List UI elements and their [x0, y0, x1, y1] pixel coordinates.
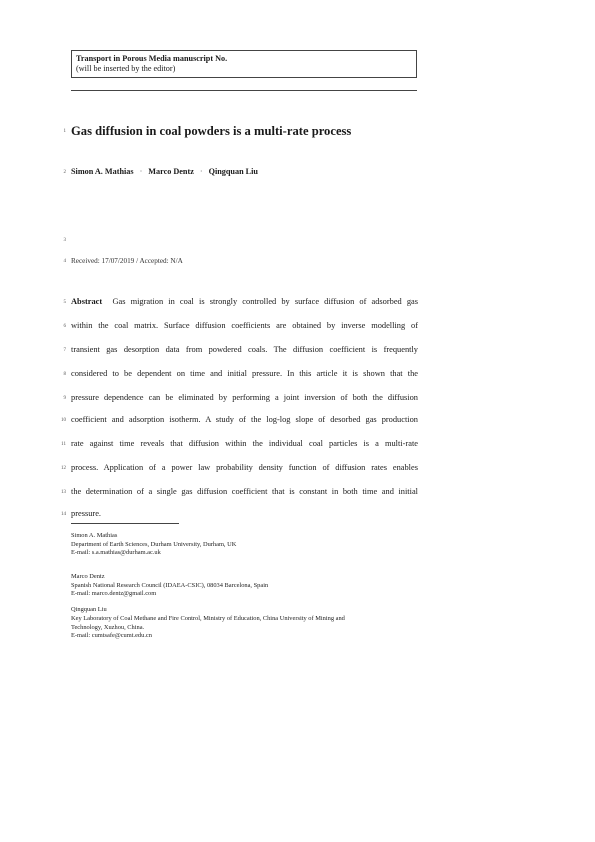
line-number: 11: [61, 442, 66, 447]
journal-note: (will be inserted by the editor): [76, 64, 176, 73]
affiliation-line: Spanish National Research Council (IDAEA-CSIC), 08034 Barcelona, Spain: [71, 582, 269, 589]
line-number: 13: [61, 490, 66, 495]
author-name: Qingquan Liu: [208, 167, 258, 176]
abstract-line: transient gas desorption data from powdered coals. The diffusion coefficient is frequently: [71, 345, 418, 354]
abstract-line: process. Application of a power law probability density function of diffusion rates enables: [71, 463, 418, 472]
line-number: 8: [63, 372, 66, 377]
line-number: 1: [63, 129, 66, 134]
abstract-line: the determination of a single gas diffusion coefficient that is constant in both time and initial: [71, 487, 418, 496]
line-number: 2: [63, 170, 66, 175]
author-separator: ·: [139, 167, 143, 176]
line-number: 6: [63, 324, 66, 329]
author-list: [71, 167, 258, 176]
header-rule: [71, 90, 417, 91]
affiliation-email: E-mail: s.a.mathias@durham.ac.uk: [71, 549, 161, 556]
affiliation-email: E-mail: cumtsafe@cumt.edu.cn: [71, 632, 152, 639]
abstract-line: pressure.: [71, 509, 101, 518]
affiliation-name: Marco Dentz: [71, 573, 105, 580]
abstract-text: Gas migration in coal is strongly controlled by surface diffusion of adsorbed gas: [112, 297, 419, 306]
line-number: 10: [61, 418, 66, 423]
abstract-line: within the coal matrix. Surface diffusion coefficients are obtained by inverse modelling of: [71, 321, 418, 330]
author-separator: ·: [199, 167, 203, 176]
author-name: Marco Dentz: [148, 167, 194, 176]
line-number: 14: [61, 512, 66, 517]
journal-name: Transport in Porous Media manuscript No.: [76, 54, 228, 63]
abstract-line: rate against time reveals that diffusion within the individual coal particles is a multi-rate: [71, 439, 418, 448]
affiliation-line: Department of Earth Sciences, Durham University, Durham, UK: [71, 541, 237, 548]
received-date: Received: 17/07/2019 / Accepted: N/A: [71, 257, 183, 265]
abstract-line: [71, 297, 418, 306]
abstract-label: Abstract: [71, 297, 103, 306]
paper-title: Gas diffusion in coal powders is a multi-rate process: [71, 124, 352, 138]
author-name: Simon A. Mathias: [71, 167, 134, 176]
affiliation-email: E-mail: marco.dentz@gmail.com: [71, 590, 157, 597]
line-number: 9: [63, 396, 66, 401]
affiliation-name: Simon A. Mathias: [71, 532, 118, 539]
journal-header-box: [71, 50, 417, 78]
abstract-line: considered to be dependent on time and initial pressure. In this article it is shown that the: [71, 369, 418, 378]
affiliation-line: Technology, Xuzhou, China.: [71, 624, 145, 631]
line-number: 5: [63, 300, 66, 305]
affiliation-line: Key Laboratory of Coal Methane and Fire Control, Ministry of Education, China University of Mining and: [71, 615, 345, 622]
abstract-line: pressure dependence can be eliminated by performing a joint inversion of both the diffusion: [71, 393, 418, 402]
line-number: 12: [61, 466, 66, 471]
footnote-rule: [71, 523, 179, 524]
line-number: 7: [63, 348, 66, 353]
line-number: 4: [63, 259, 66, 264]
abstract-line: coefficient and adsorption isotherm. A study of the log-log slope of desorbed gas production: [71, 415, 418, 424]
affiliation-name: Qingquan Liu: [71, 606, 107, 613]
line-number: 3: [63, 238, 66, 243]
